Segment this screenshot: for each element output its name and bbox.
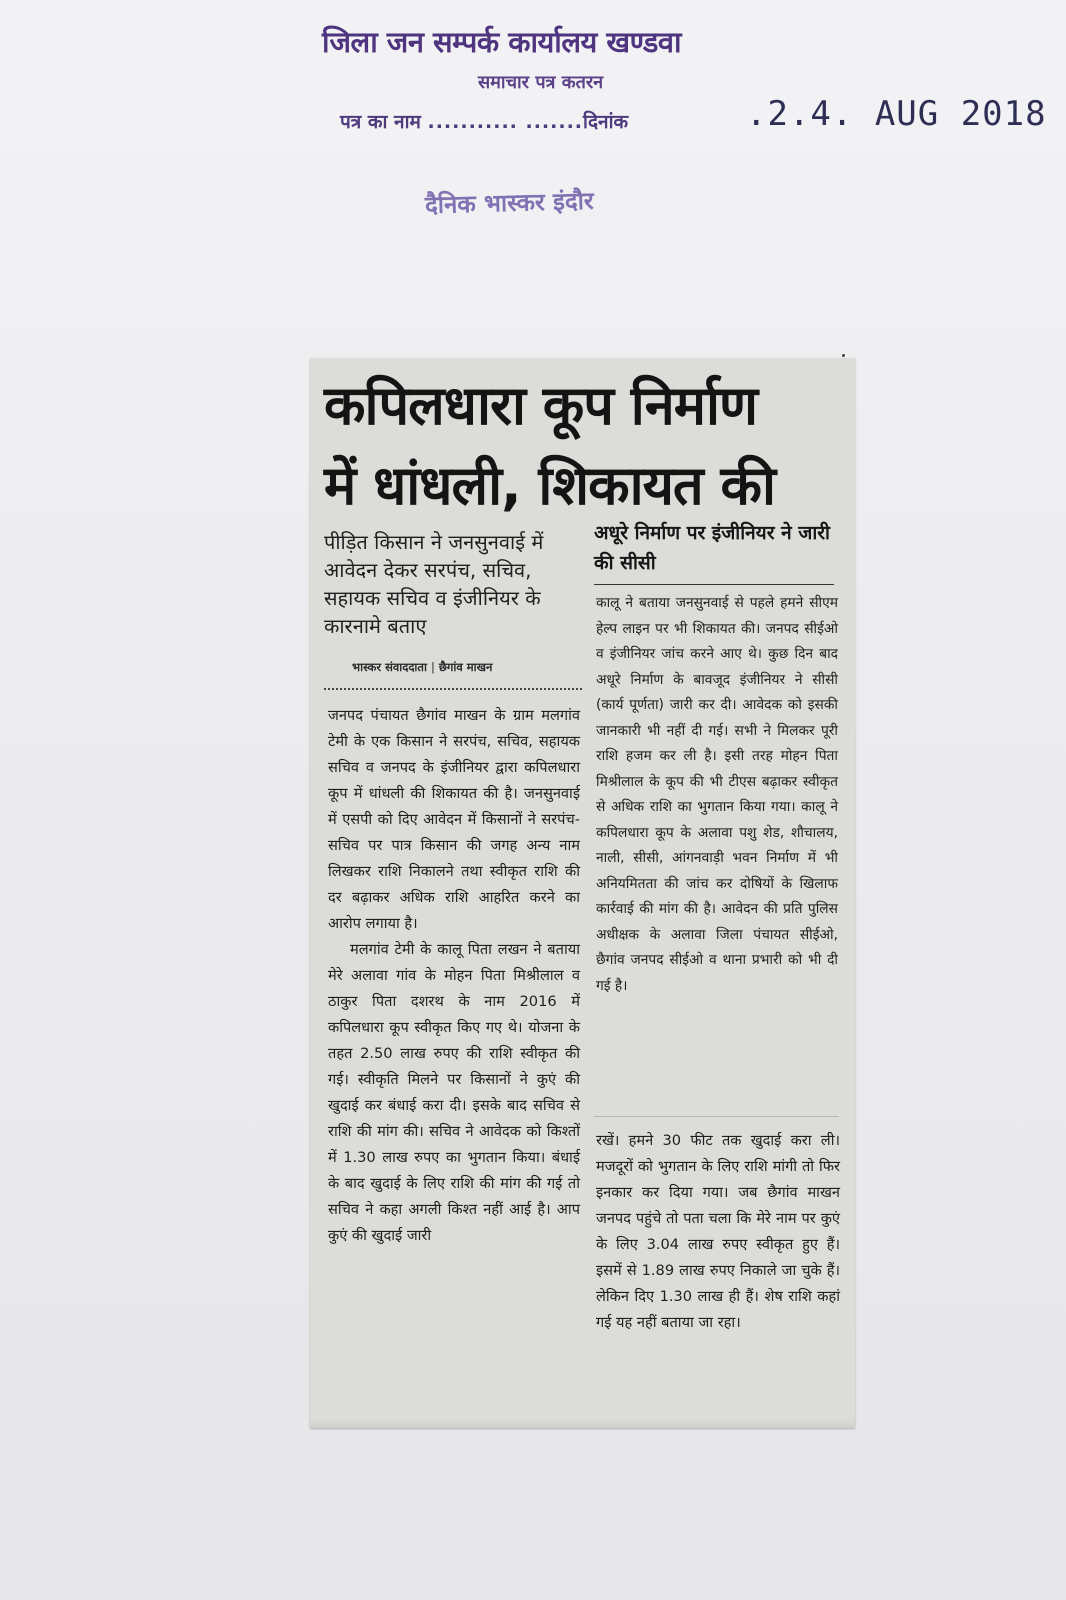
date-label: दिनांक [583, 111, 629, 133]
left-paragraph-2: मलगांव टेमी के कालू पिता लखन ने बताया मेरे अलावा गांव के मोहन पिता मिश्रीलाल व ठाकुर पिता दशरथ के नाम 2016 में कपिलधारा कूप स्वीकृत किए गए थे। योजना के तहत 2.50 लाख रुपए की राशि स्वीकृत की गई। स्वीकृति मिलने पर किसानों ने कुएं की खुदाई कर बंधाई करा दी। इसके बाद सचिव से राशि की मांग की। सचिव ने आवेदक को किश्तों में 1.30 लाख रुपए का भुगतान किया। बंधाई के बाद खुदाई के लिए राशि की मांग की गई तो सचिव ने कहा अगली किश्त नहीं आई है। आप कुएं की खुदाई जारी [328, 941, 580, 1244]
headline-line-1: कपिलधारा कूप निर्माण [324, 374, 758, 437]
column-divider [594, 1116, 839, 1117]
dotted-divider [324, 688, 582, 690]
newspaper-clipping [310, 358, 855, 1428]
byline-separator: | [430, 660, 435, 674]
byline-place: छैगांव माखन [438, 660, 493, 674]
subheading-divider [594, 584, 834, 585]
byline-author: भास्कर संवाददाता [352, 660, 427, 674]
right-paragraph-2: रखें। हमने 30 फीट तक खुदाई करा ली। मजदूरों को भुगतान के लिए राशि मांगी तो फिर इनकार कर दिया गया। जब छैगांव माखन जनपद पहुंचे तो पता चला कि मेरे नाम पर कुएं के लिए 3.04 लाख रुपए स्वीकृत हुए हैं। इसमें से 1.89 लाख रुपए निकाले जा चुके हैं। लेकिन दिए 1.30 लाख ही हैं। शेष राशि कहां गई यह नहीं बताया जा रहा। [596, 1132, 840, 1331]
article-right-column-bottom [596, 1128, 840, 1336]
paper-name-label: पत्र का नाम [340, 111, 421, 133]
article-right-column-top [596, 591, 838, 999]
paper-name-dots: ........... ....... [427, 111, 584, 133]
left-paragraph-1: जनपद पंचायत छैगांव माखन के ग्राम मलगांव टेमी के एक किसान ने सरपंच, सचिव, सहायक सचिव व जनपद के इंजीनियर द्वारा कपिलधारा कूप में धांधली की शिकायत की है। जनसुनवाई में एसपी को दिए आवेदन में किसानों ने सरपंच-सचिव पर पात्र किसान की जगह अन्य नाम लिखकर राशि निकालने तथा स्वीकृत राशि की दर बढ़ाकर अधिक राशि आहरित करने का आरोप लगाया है। [328, 707, 580, 932]
clipping-bottom-edge [310, 1418, 855, 1428]
newspaper-name-stamp: दैनिक भास्कर इंदौर [424, 186, 595, 220]
headline-line-2: में धांधली, शिकायत की [324, 454, 775, 517]
clipping-label: समाचार पत्र कतरन [478, 72, 604, 93]
article-byline [352, 660, 492, 675]
paper-name-line [340, 108, 628, 134]
article-headline [324, 366, 844, 526]
article-subheading: अधूरे निर्माण पर इंजीनियर ने जारी की सीसी [594, 522, 830, 574]
article-left-column [328, 703, 580, 1249]
date-stamp: .2.4. AUG 2018 [746, 94, 1047, 134]
article-deck: पीड़ित किसान ने जनसुनवाई में आवेदन देकर सरपंच, सचिव, सहायक सचिव व इंजीनियर के कारनामे बताए [324, 530, 544, 638]
clipping-corner-mark [842, 354, 845, 357]
office-stamp-title: जिला जन सम्पर्क कार्यालय खण्डवा [322, 25, 682, 59]
right-paragraph-1: कालू ने बताया जनसुनवाई से पहले हमने सीएम हेल्प लाइन पर भी शिकायत की। जनपद सीईओ व इंजीनियर जांच करने आए थे। कुछ दिन बाद अधूरे निर्माण के बावजूद इंजीनियर ने सीसी (कार्य पूर्णता) जारी कर दी। आवेदक को इसकी जानकारी भी नहीं दी गई। सभी ने मिलकर पूरी राशि हजम कर ली है। इसी तरह मोहन पिता मिश्रीलाल के कूप की भी टीएस बढ़ाकर स्वीकृत से अधिक राशि का भुगतान किया गया। कालू ने कपिलधारा कूप के अलावा पशु शेड, शौचालय, नाली, सीसी, आंगनवाड़ी भवन निर्माण में भी अनियमितता की जांच कर दोषियों के खिलाफ कार्रवाई की मांग की है। आवेदन की प्रति पुलिस अधीक्षक के अलावा जिला पंचायत सीईओ, छैगांव जनपद सीईओ व थाना प्रभारी को भी दी गई है। [596, 595, 838, 994]
